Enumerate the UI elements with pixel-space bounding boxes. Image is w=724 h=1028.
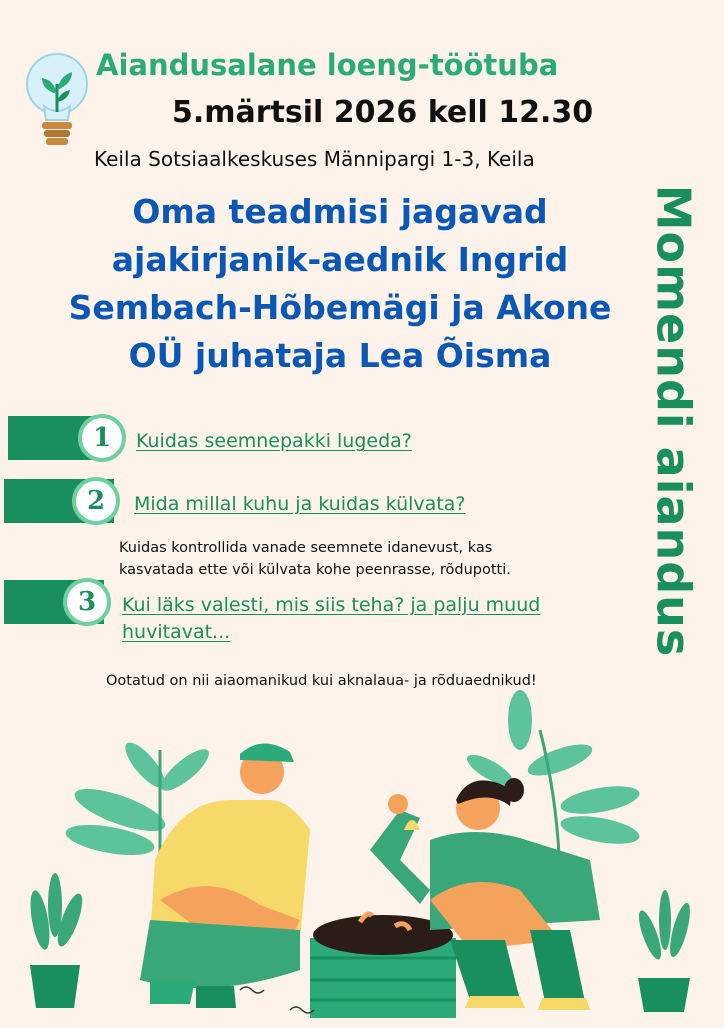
headline-line: Oma teadmisi jagavad — [132, 192, 548, 231]
item-2-details — [119, 537, 599, 581]
vertical-brand-text: Momendi aiandus — [646, 184, 700, 658]
item-3-line: huvitavat... — [122, 621, 231, 643]
item-2-link[interactable]: Mida millal kuhu ja kuidas külvata? — [134, 493, 466, 515]
item-1-link[interactable]: Kuidas seemnepakki lugeda? — [136, 430, 412, 452]
lightbulb-icon — [22, 50, 92, 152]
detail-line: kasvatada ette või külvata kohe peenrasse, rõdupotti. — [119, 562, 511, 578]
detail-line: Kuidas kontrollida vanade seemnete idanevust, kas — [119, 540, 493, 556]
gardening-illustration — [0, 690, 724, 1024]
headline-line: ajakirjanik-aednik Ingrid — [111, 240, 569, 279]
event-title: Aiandusalane loeng-töötuba — [96, 48, 559, 82]
vertical-brand-title — [643, 96, 703, 746]
item-3-link[interactable] — [122, 592, 622, 646]
item-3-number-badge: 3 — [63, 578, 111, 626]
item-3-line: Kui läks valesti, mis siis teha? ja palju muud — [122, 594, 541, 616]
footer-note: Ootatud on nii aiaomanikud kui aknalaua- ja rõduaednikud! — [106, 673, 537, 689]
headline-line: OÜ juhataja Lea Õisma — [128, 336, 552, 375]
headline-line: Sembach-Hõbemägi ja Akone — [68, 288, 612, 327]
item-1-number-badge: 1 — [78, 414, 126, 462]
event-date: 5.märtsil 2026 kell 12.30 — [172, 95, 594, 130]
event-venue: Keila Sotsiaalkeskuses Männipargi 1-3, Keila — [94, 147, 535, 171]
speakers-headline — [30, 188, 650, 380]
item-2-number-badge: 2 — [72, 477, 120, 525]
